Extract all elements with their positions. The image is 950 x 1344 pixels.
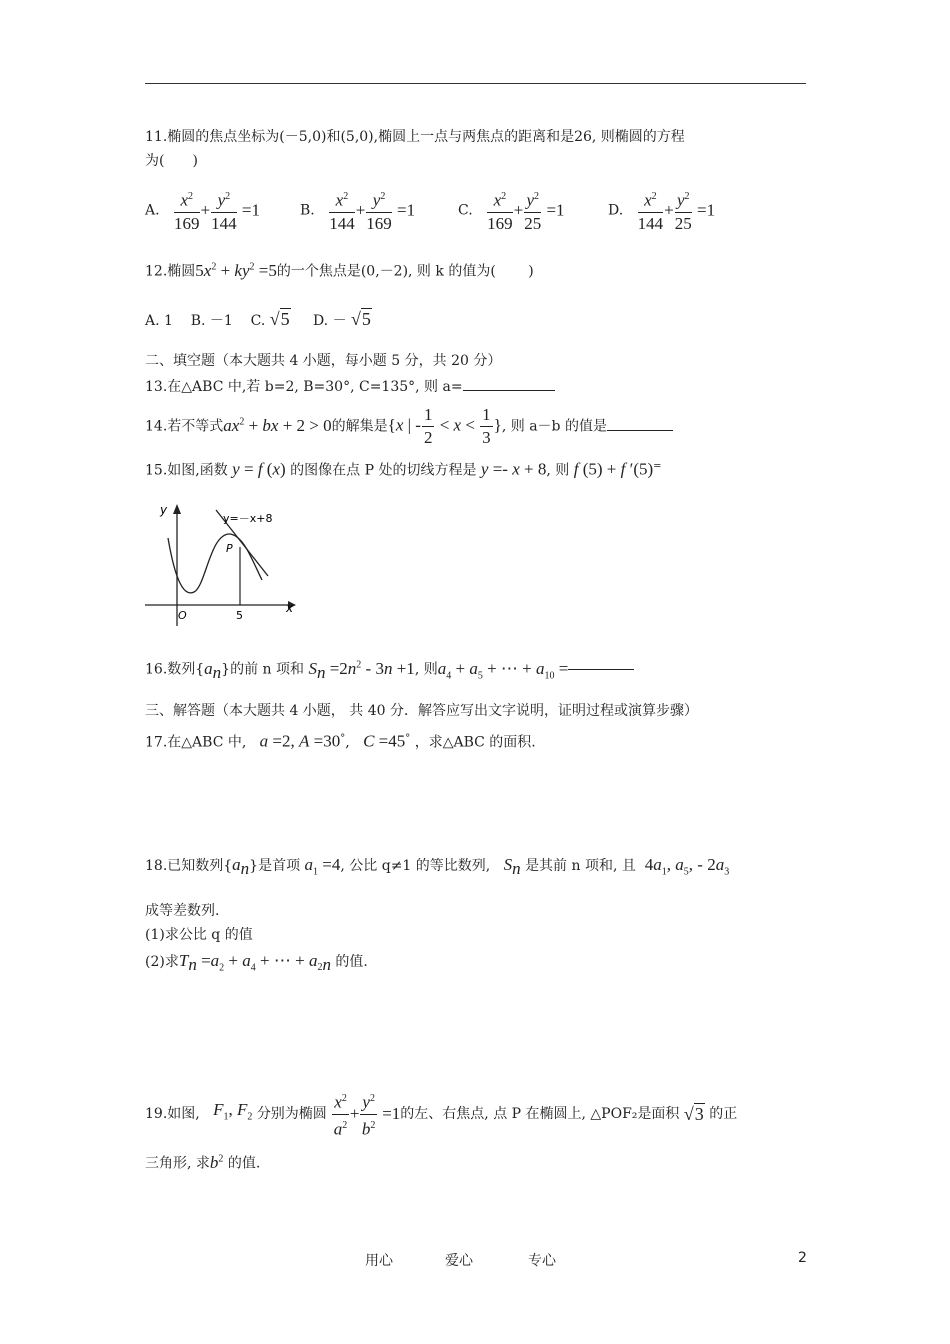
y-axis-arrow bbox=[173, 504, 181, 514]
q13: 13.在△ABC 中,若 b=2, B=30°, C=135°, 则 a= bbox=[145, 378, 555, 396]
y-axis-label: y bbox=[160, 503, 168, 517]
x-axis-label: x bbox=[286, 601, 294, 615]
q14-answer-blank bbox=[607, 430, 673, 431]
tangent-label: y=－x+8 bbox=[223, 512, 273, 525]
q14: 14.若不等式$ax^2$ + bx + 2 > 0的解集是{x | - $\frac{1}{2}$ < x < $\frac{1}{3}$ }, 则 a－b 的值是 bbox=[145, 404, 673, 449]
q12-equation: $5x^2 + ky^2 =5$ bbox=[195, 260, 277, 280]
q16-answer-blank bbox=[568, 669, 634, 670]
header-rule bbox=[145, 83, 806, 84]
q11-option-c: C. $\frac{x^2}{169}$ + $\frac{y^2}{25}$ =1 bbox=[458, 186, 565, 235]
q18-line1: 18.已知数列$\{a_n\}$是首项 $a_1 =4$, 公比 q≠1 的等比数列, $S_n$ 是其前 n 项和, 且 $4a_1$, $a_5$, - $2a_3$ bbox=[145, 855, 730, 879]
section-3-heading: 三、解答题（本大题共 4 小题， 共 40 分．解答应写出文字说明，证明过程或演算步骤） bbox=[145, 703, 698, 719]
q19-line2: 三角形, 求$b^2$ 的值. bbox=[145, 1152, 261, 1172]
q12-stem: 12.椭圆$5x^2 + ky^2 =5$的一个焦点是(0,－2), 则 k 的值为( ) bbox=[145, 260, 534, 280]
footer-text-2: 爱心 bbox=[445, 1253, 473, 1269]
q17: 17.在△ABC 中, a =2, A =30°, C =45° ，求△ABC 的面积. bbox=[145, 731, 536, 751]
q11-line1: 11.椭圆的焦点坐标为(－5,0)和(5,0),椭圆上一点与两焦点的距离和是26, 则椭圆的方程 bbox=[145, 129, 685, 145]
q12-options: A. 1 B. －1 C. √5 D. － √5 bbox=[145, 309, 371, 329]
origin-label: O bbox=[178, 609, 187, 622]
q18-line2: 成等差数列. bbox=[145, 903, 220, 919]
page-number: 2 bbox=[798, 1250, 807, 1266]
point-p-label: P bbox=[226, 542, 233, 555]
q11-line2: 为( ) bbox=[145, 153, 198, 169]
q19-line1: 19.如图, $F_1$, $F_2$ 分别为椭圆 $\frac{x^2}{a^2}$ + $\frac{y^2}{b^2}$ =1的左、右焦点, 点 P 在椭圆上, △POF₂是面积 √3 的正 bbox=[145, 1088, 737, 1140]
q18-part1: (1)求公比 q 的值 bbox=[145, 927, 253, 943]
q13-answer-blank bbox=[463, 390, 555, 391]
q15: 15.如图,函数 y = f (x) 的图像在点 P 处的切线方程是 y =- x + 8, 则 f (5) + f ′(5)= bbox=[145, 459, 662, 479]
q11-option-b: B. $\frac{x^2}{144}$ + $\frac{y^2}{169}$ =1 bbox=[300, 186, 415, 235]
tick-five-label: 5 bbox=[236, 609, 243, 622]
q16: 16.数列$\{a_n\}$的前 n 项和 $S_n =2n^2 - 3n +1$, 则$a_4 + a_5$ + ⋯ + $a_{10}$ = bbox=[145, 656, 634, 685]
q11-option-a: A. $\frac{x^2}{169}$ + $\frac{y^2}{144}$ =1 bbox=[145, 186, 260, 235]
q18-part2: (2)求$T_n =a_2 + a_4$ + ⋯ + $a_{2n}$ 的值. bbox=[145, 951, 368, 975]
footer-text-1: 用心 bbox=[365, 1253, 393, 1269]
function-curve bbox=[168, 534, 262, 593]
section-2-heading: 二、填空题（本大题共 4 小题，每小题 5 分，共 20 分） bbox=[145, 353, 502, 369]
footer-text-3: 专心 bbox=[528, 1253, 556, 1269]
q11-option-d: D. $\frac{x^2}{144}$ + $\frac{y^2}{25}$ =1 bbox=[608, 186, 715, 235]
q15-figure bbox=[140, 498, 310, 630]
